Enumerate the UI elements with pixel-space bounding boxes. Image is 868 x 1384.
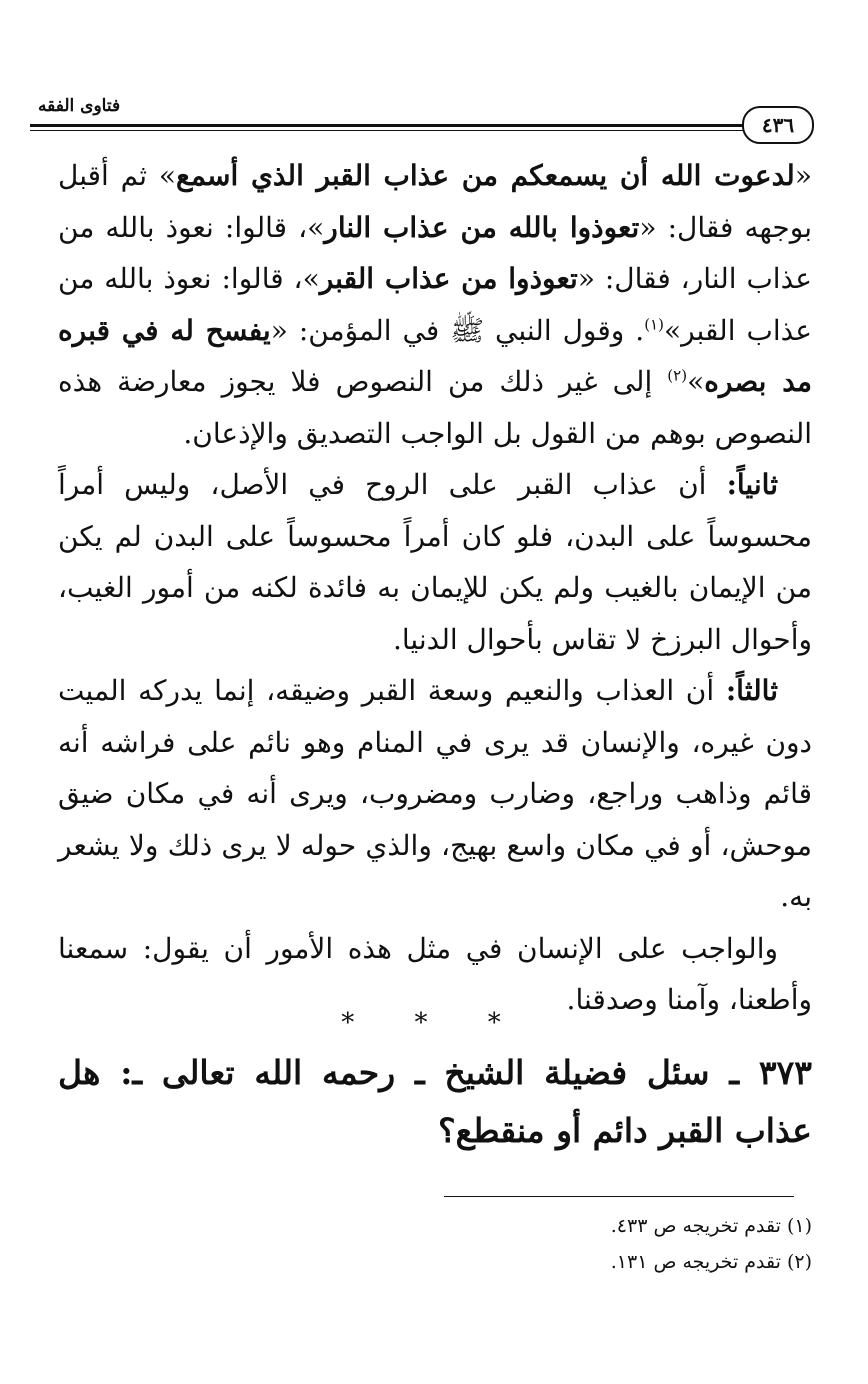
hadith-quote-2: تعوذوا بالله من عذاب النار [324,210,640,244]
text-run: »، قالوا: نعوذ بالله من عذاب القبر» [58,262,812,347]
paragraph-4: والواجب على الإنسان في مثل هذه الأمور أن يقول: سمعنا وأطعنا، وآمنا وصدقنا. [58,931,812,1016]
footnote-ref-2: (٢) [667,366,688,385]
text-run: إلى غير ذلك من النصوص فلا يجوز معارضة هذه النصوص بوهم من القول بل الواجب التصديق والإذعان. [58,365,812,450]
footnote-2: (٢) تقدم تخريجه ص ١٣١. [610,1251,812,1273]
text-run: . وقول النبي ﷺ في المؤمن: « [270,313,645,347]
header-rule-thin [30,130,744,131]
text-run: أن عذاب القبر على الروح في الأصل، وليس أمراً محسوساً على البدن، فلو كان أمراً محسوساً على البدن لم يكن من الإيمان بالغيب ولم يكن للإيمان به فائدة لكنه من أمور الغيب، وأحوال البرزخ لا تقاس بأحوال الدنيا. [58,468,812,656]
book-title: فتاوى الفقه [34,96,124,116]
footnote-1: (١) تقدم تخريجه ص ٤٣٣. [610,1215,812,1237]
point-label-second: ثانياً: [726,468,778,501]
footnote-ref-1: (١) [644,315,664,334]
header-rule-thick [30,124,744,127]
text-run: أن العذاب والنعيم وسعة القبر وضيقه، إنما يدركه الميت دون غيره، والإنسان قد يرى في المنام وهو نائم على فراشه أنه قائم وذاهب وراجع، وضارب ومضروب، ويرى أنه في مكان ضيق موحش، أو في مكان واسع بهيج، والذي حوله لا يرى ذلك ولا يشعر به. [58,674,812,913]
main-text [58,150,812,1026]
text-run: »، قالوا: نعوذ بالله من عذاب النار، فقال: « [58,210,812,295]
text-run: » [687,365,705,398]
text-run: » ثم أقبل بوجهه فقال: « [58,159,812,244]
paragraph-2 [58,459,812,665]
hadith-quote-4: يفسح له في قبره مد بصره [58,313,813,398]
page-number: ٤٣٦ [742,106,814,144]
section-separator: * * * [341,1008,527,1038]
footnote-divider [444,1196,794,1197]
paragraph-1: «لدعوت الله أن يسمعكم من عذاب القبر الذي أسمع» ثم أقبل بوجهه فقال: «تعوذوا بالله من عذاب النار»، قالوا: نعوذ بالله من عذاب النار، فقال: «تعوذوا من عذاب القبر»، قالوا: نعوذ بالله من عذاب القبر»$^{(١)}$. وقول النبي ﷺ في المؤمن: «يفسح له في قبره مد بصره»$^{(٢)}$ إلى غير ذلك من النصوص فلا يجوز معارضة هذه النصوص بوهم من القول بل الواجب التصديق والإذعان. [58,159,813,450]
hadith-quote-1: لدعوت الله أن يسمعكم من عذاب القبر الذي أسمع [175,159,795,192]
paragraph-3 [58,665,812,923]
point-label-third: ثالثاً: [725,674,778,707]
footnotes [112,1208,812,1280]
question-heading: ٣٧٣ ـ سئل فضيلة الشيخ ـ رحمه الله تعالى ـ: هل عذاب القبر دائم أو منقطع؟ [58,1053,812,1150]
page-header [30,96,814,146]
hadith-quote-3: تعوذوا من عذاب القبر [319,262,578,295]
